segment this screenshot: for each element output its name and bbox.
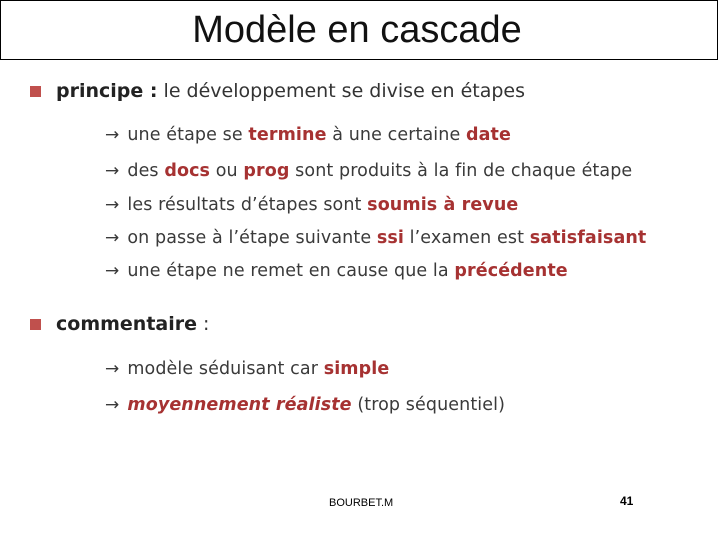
arrow-right-icon: →: [105, 395, 120, 415]
item-text: les résultats d’étapes sont: [127, 195, 368, 215]
item-highlight: moyennement réaliste: [127, 395, 352, 415]
item-text: une étape se: [127, 125, 249, 145]
item-text: modèle séduisant car: [127, 359, 324, 379]
arrow-right-icon: →: [105, 195, 120, 215]
bullet-principe: [30, 80, 525, 102]
page-number: 41: [620, 494, 634, 508]
slide-title: Modèle en cascade: [192, 8, 522, 51]
arrow-right-icon: →: [105, 228, 120, 248]
item-text: sont produits à la fin de chaque étape: [289, 161, 633, 181]
list-item: [105, 395, 505, 415]
arrow-right-icon: →: [105, 125, 120, 145]
item-text: on passe à l’étape suivante: [127, 228, 377, 248]
list-item: [105, 228, 646, 248]
item-highlight: simple: [323, 359, 390, 379]
item-highlight: date: [465, 125, 511, 145]
item-highlight: ssi: [376, 228, 404, 248]
item-text: à une certaine: [326, 125, 466, 145]
list-item: [105, 161, 632, 181]
item-text: des: [127, 161, 165, 181]
square-bullet-icon: [30, 86, 41, 97]
bullet-commentaire: [30, 313, 209, 335]
list-item: [105, 359, 389, 379]
bullet-colon: :: [197, 313, 210, 335]
square-bullet-icon: [30, 319, 41, 330]
bullet-keyword-commentaire: commentaire: [56, 313, 197, 335]
list-item: [105, 125, 511, 145]
arrow-right-icon: →: [105, 359, 120, 379]
bullet-colon: :: [143, 80, 158, 102]
item-highlight: docs: [164, 161, 211, 181]
arrow-right-icon: →: [105, 161, 120, 181]
item-text: ou: [210, 161, 244, 181]
bullet-keyword-principe: principe: [56, 80, 144, 102]
item-text: une étape ne remet en cause que la: [127, 261, 455, 281]
item-highlight: précédente: [454, 261, 568, 281]
arrow-right-icon: →: [105, 261, 120, 281]
item-highlight: soumis à revue: [367, 195, 519, 215]
item-highlight: prog: [243, 161, 290, 181]
slide-title-box: [0, 0, 718, 60]
bullet-text-principe: le développement se divise en étapes: [163, 80, 526, 102]
footer-author: BOURBET.M: [329, 497, 394, 509]
item-text: (trop séquentiel): [351, 395, 506, 415]
item-highlight: termine: [248, 125, 327, 145]
item-highlight: satisfaisant: [529, 228, 647, 248]
item-text: l’examen est: [404, 228, 530, 248]
list-item: [105, 195, 518, 215]
list-item: [105, 261, 568, 281]
